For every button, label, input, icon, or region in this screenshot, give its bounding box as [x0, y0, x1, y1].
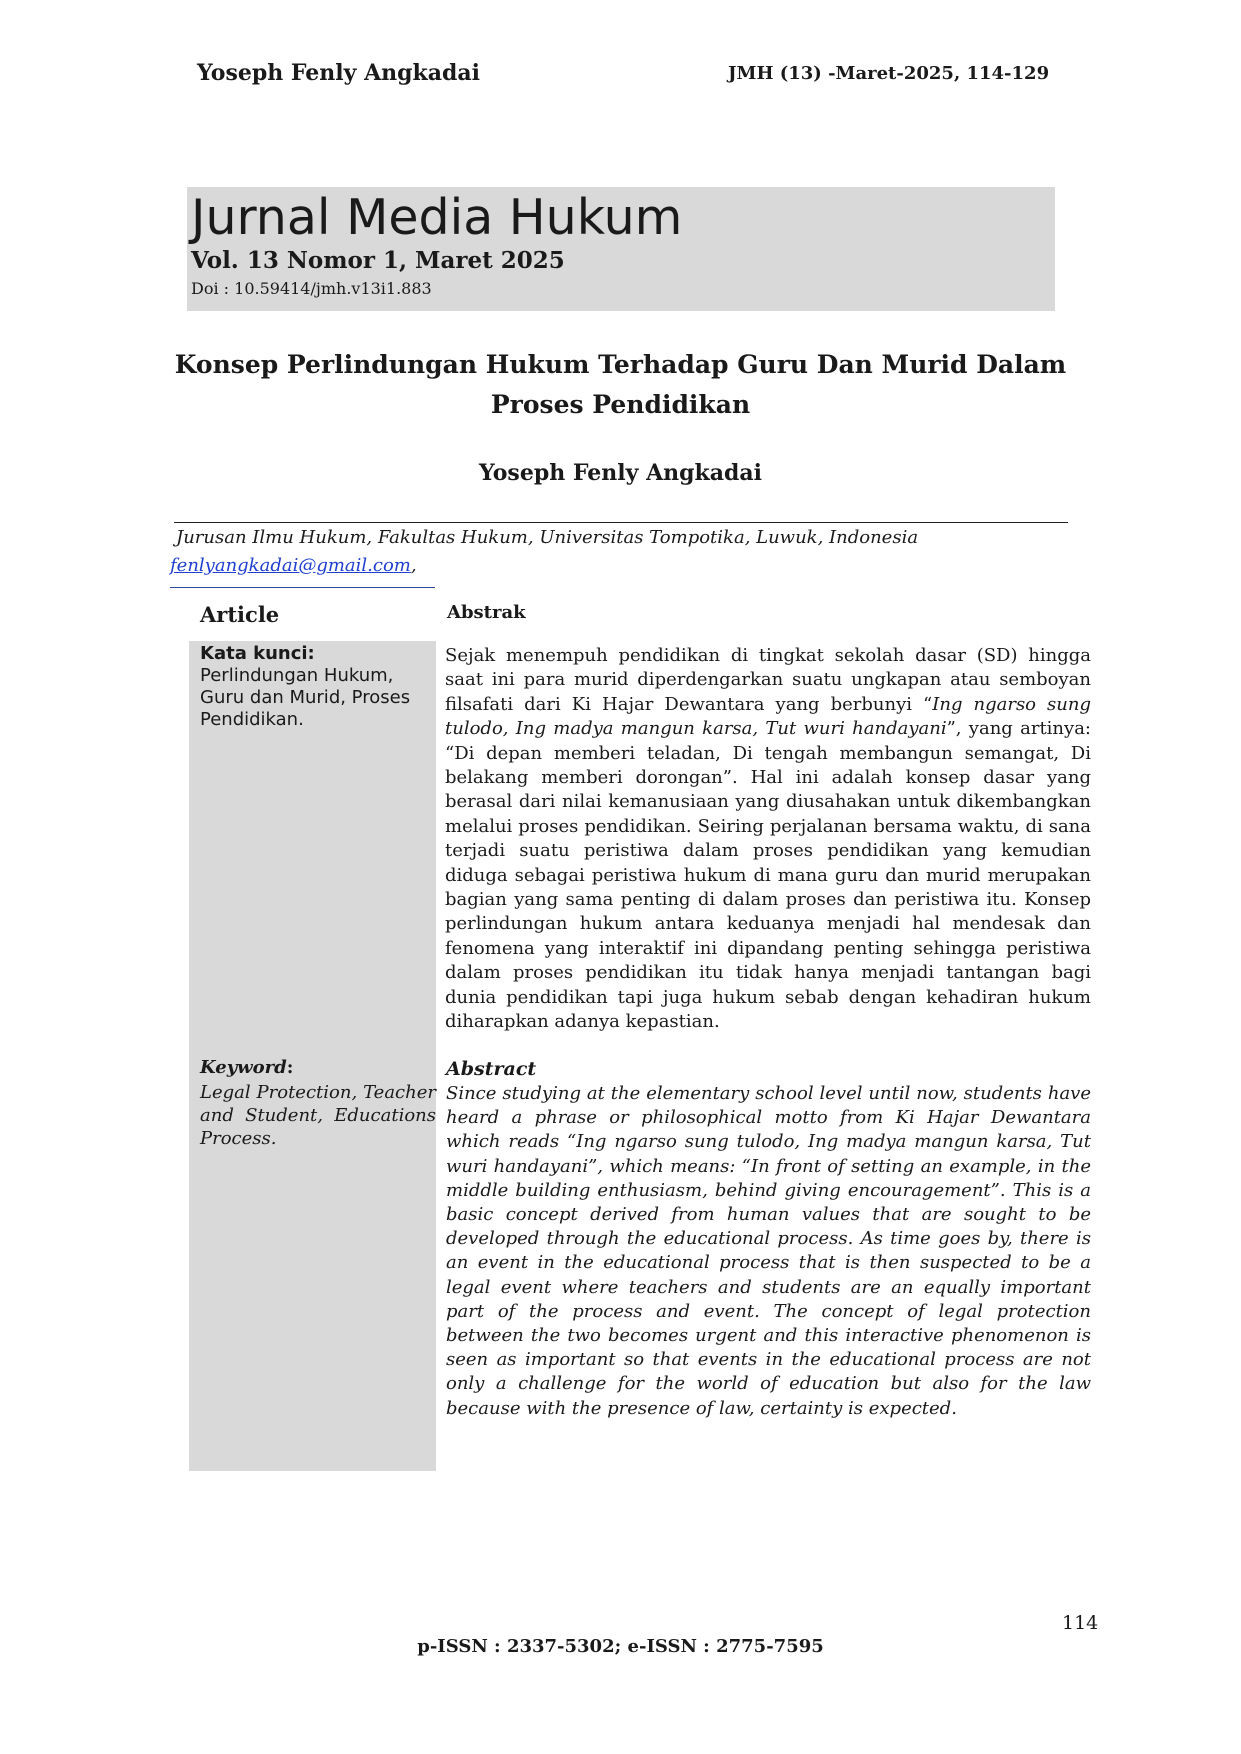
abstrak-label: Abstrak [447, 602, 526, 623]
journal-masthead [187, 187, 1055, 311]
article-author: Yoseph Fenly Angkadai [478, 460, 763, 486]
keyword-heading [200, 1057, 293, 1078]
journal-name: Jurnal Media Hukum [191, 189, 683, 246]
article-title-line1: Konsep Perlindungan Hukum Terhadap Guru Dan Murid Dalam [174, 350, 1067, 379]
abstrak-motto: Ing ngarso sung tulodo, Ing madya mangun karsa, Tut wuri handayani [445, 693, 1091, 740]
keyword-heading-text: Keyword [200, 1057, 287, 1078]
running-header-author: Yoseph Fenly Angkadai [197, 60, 481, 86]
author-affiliation: Jurusan Ilmu Hukum, Fakultas Hukum, Universitas Tompotika, Luwuk, Indonesia [176, 527, 919, 548]
running-header-journal: JMH (13) -Maret-2025, 114-129 [728, 63, 1050, 84]
keyword-heading-colon: : [286, 1057, 294, 1078]
footer-issn: p-ISSN : 2337-5302; e-ISSN : 2775-7595 [417, 1636, 824, 1657]
article-title [150, 345, 1091, 425]
abstrak-text [445, 644, 1091, 1035]
journal-volume: Vol. 13 Nomor 1, Maret 2025 [191, 247, 565, 274]
abstrak-text-part2: ”, yang artinya: “Di depan memberi teladan, Di tengah membangun semangat, Di belakang memberi dorongan”. Hal ini adalah konsep dasar yang berasal dari nilai kemanusiaan yang diusahakan untuk dikembangkan melalui proses pendidikan. Seiring perjalanan bersama waktu, di sana terjadi suatu peristiwa dalam proses pendidikan yang kemudian diduga sebagai peristiwa hukum di mana guru dan murid merupakan bagian yang sama penting di dalam proses dan peristiwa itu. Konsep perlindungan hukum antara keduanya menjadi hal mendesak dan fenomena yang interaktif ini dipandang penting sehingga peristiwa dalam proses pendidikan itu tidak hanya menjadi tantangan bagi dunia pendidikan tapi juga hukum sebab dengan kehadiran hukum diharapkan adanya kepastian. [445, 718, 1091, 1033]
page-number: 114 [1062, 1612, 1099, 1634]
keyword-list: Legal Protection, Teacher and Student, Educations Process. [200, 1082, 436, 1149]
kata-kunci-list: Perlindungan Hukum, Guru dan Murid, Proses Pendidikan. [200, 665, 411, 730]
email-link[interactable]: fenlyangkadai@gmail.com [170, 555, 411, 576]
author-email [170, 555, 417, 576]
abstract-heading: Abstract [446, 1058, 537, 1080]
article-doi: Doi : 10.59414/jmh.v13i1.883 [191, 279, 432, 298]
article-title-line2: Proses Pendidikan [490, 390, 751, 419]
abstract-text: Since studying at the elementary school level until now, students have heard a phrase or philosophical motto from Ki Hajar Dewantara which reads “Ing ngarso sung tulodo, Ing madya mangun karsa, Tut wuri handayani”, which means: “In front of setting an example, in the middle building enthusiasm, behind giving encouragement”. This is a basic concept derived from human values that are sought to be developed through the educational process. As time goes by, there is an event in the educational process that is then suspected to be a legal event where teachers and students are an equally important part of the process and event. The concept of legal protection between the two becomes urgent and this interactive phenomenon is seen as important so that events in the educational process are not only a challenge for the world of education but also for the law because with the presence of law, certainty is expected. [446, 1083, 1091, 1419]
abstrak-text-part1: Sejak menempuh pendidikan di tingkat sekolah dasar (SD) hingga saat ini para murid diperdengarkan suatu ungkapan atau semboyan filsafati dari Ki Hajar Dewantara yang berbunyi “ [445, 645, 1091, 715]
keyword-sidebar [189, 641, 436, 1471]
email-divider [170, 587, 435, 588]
divider [174, 522, 1068, 523]
article-label: Article [200, 602, 280, 627]
email-suffix: , [410, 555, 417, 576]
kata-kunci-heading: Kata kunci: [200, 643, 315, 664]
